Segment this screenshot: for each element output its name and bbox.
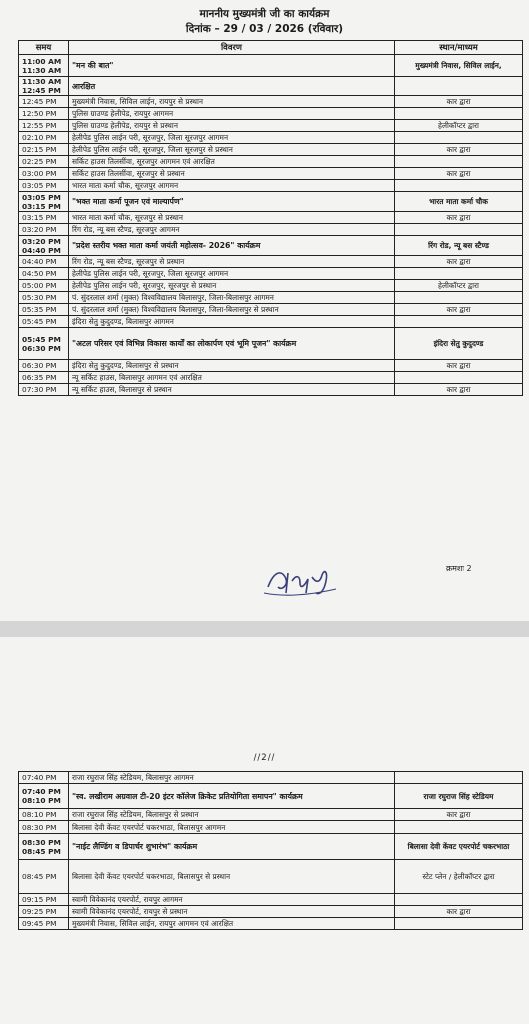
description-cell: बिलासा देवी केंवट एयरपोर्ट चकरभाठा, बिलासपुर आगमन: [69, 821, 395, 834]
signature: [260, 553, 342, 603]
time-cell: 03:20 PM 04:40 PM: [19, 236, 69, 256]
description-cell: भारत माता कर्मा चौक, सूरजपुर आगमन: [69, 180, 395, 192]
table-row: [19, 256, 523, 268]
place-cell: कार द्वारा: [395, 168, 523, 180]
time-cell: 02:10 PM: [19, 132, 69, 144]
table-row: [19, 120, 523, 132]
place-cell: [395, 224, 523, 236]
document-title: माननीय मुख्यमंत्री जी का कार्यक्रम: [199, 8, 330, 20]
place-cell: स्टेट प्लेन / हेलीकॉप्टर द्वारा: [395, 860, 523, 894]
place-cell: [395, 894, 523, 906]
page-number-marker: //2//: [253, 753, 276, 763]
place-cell: कार द्वारा: [395, 144, 523, 156]
table-row: [19, 918, 523, 930]
place-cell: [395, 821, 523, 834]
description-cell: स्वामी विवेकानंद एयरपोर्ट, रायपुर आगमन: [69, 894, 395, 906]
place-cell: [395, 772, 523, 784]
place-cell: कार द्वारा: [395, 96, 523, 108]
table-row: [19, 108, 523, 120]
table-row: [19, 55, 523, 77]
place-cell: [395, 108, 523, 120]
time-cell: 09:45 PM: [19, 918, 69, 930]
place-cell: इंदिरा सेतु कुदुदण्ड: [395, 328, 523, 360]
table-row: [19, 316, 523, 328]
schedule-table-2: [18, 771, 523, 930]
page-continuation-marker: क्रमशः 2: [446, 564, 472, 573]
time-cell: 08:45 PM: [19, 860, 69, 894]
description-cell: सर्किट हाउस तिलसींवा, सूरजपुर से प्रस्थान: [69, 168, 395, 180]
table-row: [19, 304, 523, 316]
document-date: दिनांक – 29 / 03 / 2026 (रविवार): [185, 23, 344, 35]
table-row: [19, 168, 523, 180]
time-cell: 08:10 PM: [19, 809, 69, 821]
time-cell: 03:05 PM: [19, 180, 69, 192]
table-row: [19, 96, 523, 108]
place-cell: भारत माता कर्मा चौक: [395, 192, 523, 212]
time-cell: 04:40 PM: [19, 256, 69, 268]
schedule-table-1: [18, 40, 523, 396]
place-cell: [395, 316, 523, 328]
table-row: [19, 860, 523, 894]
description-cell: "भक्त माता कर्मा पूजन एवं माल्यार्पण": [69, 192, 395, 212]
time-cell: 12:50 PM: [19, 108, 69, 120]
description-cell: राजा रघुराज सिंह स्टेडियम, बिलासपुर से प्रस्थान: [69, 809, 395, 821]
place-cell: हेलीकॉप्टर द्वारा: [395, 120, 523, 132]
table-row: [19, 384, 523, 396]
time-cell: 07:40 PM 08:10 PM: [19, 784, 69, 809]
place-cell: कार द्वारा: [395, 360, 523, 372]
place-cell: कार द्वारा: [395, 256, 523, 268]
time-cell: 03:15 PM: [19, 212, 69, 224]
description-cell: न्यू सर्किट हाउस, बिलासपुर आगमन एवं आरक्षित: [69, 372, 395, 384]
time-cell: 09:15 PM: [19, 894, 69, 906]
table-row: [19, 280, 523, 292]
time-cell: 05:45 PM 06:30 PM: [19, 328, 69, 360]
description-cell: राजा रघुराज सिंह स्टेडियम, बिलासपुर आगमन: [69, 772, 395, 784]
table-row: [19, 906, 523, 918]
header-time: समय: [19, 41, 69, 55]
schedule-page-2: [0, 637, 529, 1024]
table-row: [19, 292, 523, 304]
place-cell: राजा रघुराज सिंह स्टेडियम: [395, 784, 523, 809]
description-cell: रिंग रोड, न्यू बस स्टैण्ड, सूरजपुर से प्रस्थान: [69, 256, 395, 268]
place-cell: [395, 372, 523, 384]
table-row: [19, 834, 523, 860]
table-row: [19, 809, 523, 821]
place-cell: [395, 77, 523, 96]
place-cell: [395, 132, 523, 144]
time-cell: 03:20 PM: [19, 224, 69, 236]
table-row: [19, 328, 523, 360]
table-row: [19, 236, 523, 256]
table-row: [19, 372, 523, 384]
time-cell: 02:25 PM: [19, 156, 69, 168]
place-cell: बिलासा देवी केंवट एयरपोर्ट चकरभाठा: [395, 834, 523, 860]
table-row: [19, 224, 523, 236]
place-cell: [395, 268, 523, 280]
time-cell: 07:30 PM: [19, 384, 69, 396]
description-cell: सर्किट हाउस तिलसींवा, सूरजपुर आगमन एवं आरक्षित: [69, 156, 395, 168]
table-row: [19, 268, 523, 280]
place-cell: कार द्वारा: [395, 906, 523, 918]
description-cell: स्वामी विवेकानंद एयरपोर्ट, रायपुर से प्रस्थान: [69, 906, 395, 918]
time-cell: 12:55 PM: [19, 120, 69, 132]
table-row: [19, 784, 523, 809]
table-row: [19, 77, 523, 96]
time-cell: 08:30 PM 08:45 PM: [19, 834, 69, 860]
table-row: [19, 772, 523, 784]
description-cell: मुख्यमंत्री निवास, सिविल लाईन, रायपुर आगमन एवं आरक्षित: [69, 918, 395, 930]
time-cell: 05:00 PM: [19, 280, 69, 292]
place-cell: रिंग रोड, न्यू बस स्टैण्ड: [395, 236, 523, 256]
time-cell: 03:05 PM 03:15 PM: [19, 192, 69, 212]
header-description: विवरण: [69, 41, 395, 55]
header-place: स्थान/माध्यम: [395, 41, 523, 55]
description-cell: पं. सुंदरलाल शर्मा (मुक्त) विश्वविद्यालय बिलासपुर, जिला-बिलासपुर से प्रस्थान: [69, 304, 395, 316]
table-row: [19, 821, 523, 834]
description-cell: हेलीपेड पुलिस लाईन परी, सूरजपुर, जिला सूरजपुर आगमन: [69, 268, 395, 280]
description-cell: न्यू सर्किट हाउस, बिलासपुर से प्रस्थान: [69, 384, 395, 396]
place-cell: हेलीकॉप्टर द्वारा: [395, 280, 523, 292]
description-cell: आरक्षित: [69, 77, 395, 96]
description-cell: "प्रदेश स्तरीय भक्त माता कर्मा जयंती महोत्सव- 2026" कार्यक्रम: [69, 236, 395, 256]
table-row: [19, 180, 523, 192]
time-cell: 02:15 PM: [19, 144, 69, 156]
table-row: [19, 144, 523, 156]
description-cell: पुलिस ग्राउण्ड हेलीपेड, रायपुर से प्रस्थान: [69, 120, 395, 132]
description-cell: हेलीपेड पुलिस लाईन परी, सूरजपुर, सूरजपुर से प्रस्थान: [69, 280, 395, 292]
place-cell: कार द्वारा: [395, 304, 523, 316]
place-cell: कार द्वारा: [395, 384, 523, 396]
time-cell: 04:50 PM: [19, 268, 69, 280]
time-cell: 09:25 PM: [19, 906, 69, 918]
table-row: [19, 132, 523, 144]
time-cell: 08:30 PM: [19, 821, 69, 834]
description-cell: "नाईट लैण्डिंग व डिपार्चर शुभारंभ" कार्यक्रम: [69, 834, 395, 860]
description-cell: "मन की बात": [69, 55, 395, 77]
description-cell: पं. सुंदरलाल शर्मा (मुक्त) विश्वविद्यालय बिलासपुर, जिला-बिलासपुर आगमन: [69, 292, 395, 304]
place-cell: कार द्वारा: [395, 809, 523, 821]
table-header-row: [19, 41, 523, 55]
time-cell: 06:30 PM: [19, 360, 69, 372]
description-cell: पुलिस ग्राउण्ड हेलीपेड, रायपुर आगमन: [69, 108, 395, 120]
time-cell: 05:45 PM: [19, 316, 69, 328]
place-cell: [395, 180, 523, 192]
description-cell: "अटल परिसर एवं विभिन्न विकास कार्यों का लोकार्पण एवं भूमि पूजन" कार्यक्रम: [69, 328, 395, 360]
description-cell: रिंग रोड, न्यू बस स्टैण्ड, सूरजपुर आगमन: [69, 224, 395, 236]
place-cell: [395, 156, 523, 168]
description-cell: हेलीपेड पुलिस लाईन परी, सूरजपुर, जिला सूरजपुर से प्रस्थान: [69, 144, 395, 156]
description-cell: भारत माता कर्मा चौक, सूरजपुर से प्रस्थान: [69, 212, 395, 224]
time-cell: 05:30 PM: [19, 292, 69, 304]
place-cell: [395, 918, 523, 930]
description-cell: इंदिरा सेतु कुदुदण्ड, बिलासपुर आगमन: [69, 316, 395, 328]
description-cell: "स्व. लखीराम अग्रवाल टी-20 इंटर कॉलेज क्रिकेट प्रतियोगिता समापन" कार्यक्रम: [69, 784, 395, 809]
time-cell: 11:30 AM 12:45 PM: [19, 77, 69, 96]
description-cell: इंदिरा सेतु कुदुदण्ड, बिलासपुर से प्रस्थान: [69, 360, 395, 372]
page-gap: [0, 621, 529, 637]
description-cell: मुख्यमंत्री निवास, सिविल लाईन, रायपुर से प्रस्थान: [69, 96, 395, 108]
time-cell: 05:35 PM: [19, 304, 69, 316]
table-row: [19, 894, 523, 906]
time-cell: 07:40 PM: [19, 772, 69, 784]
place-cell: [395, 292, 523, 304]
time-cell: 12:45 PM: [19, 96, 69, 108]
description-cell: हेलीपेड पुलिस लाईन परी, सूरजपुर, जिला सूरजपुर आगमन: [69, 132, 395, 144]
table-row: [19, 360, 523, 372]
place-cell: मुख्यमंत्री निवास, सिविल लाईन,: [395, 55, 523, 77]
table-row: [19, 212, 523, 224]
time-cell: 06:35 PM: [19, 372, 69, 384]
description-cell: बिलासा देवी केंवट एयरपोर्ट चकरभाठा, बिलासपुर से प्रस्थान: [69, 860, 395, 894]
time-cell: 03:00 PM: [19, 168, 69, 180]
table-row: [19, 192, 523, 212]
place-cell: कार द्वारा: [395, 212, 523, 224]
time-cell: 11:00 AM 11:30 AM: [19, 55, 69, 77]
table-row: [19, 156, 523, 168]
